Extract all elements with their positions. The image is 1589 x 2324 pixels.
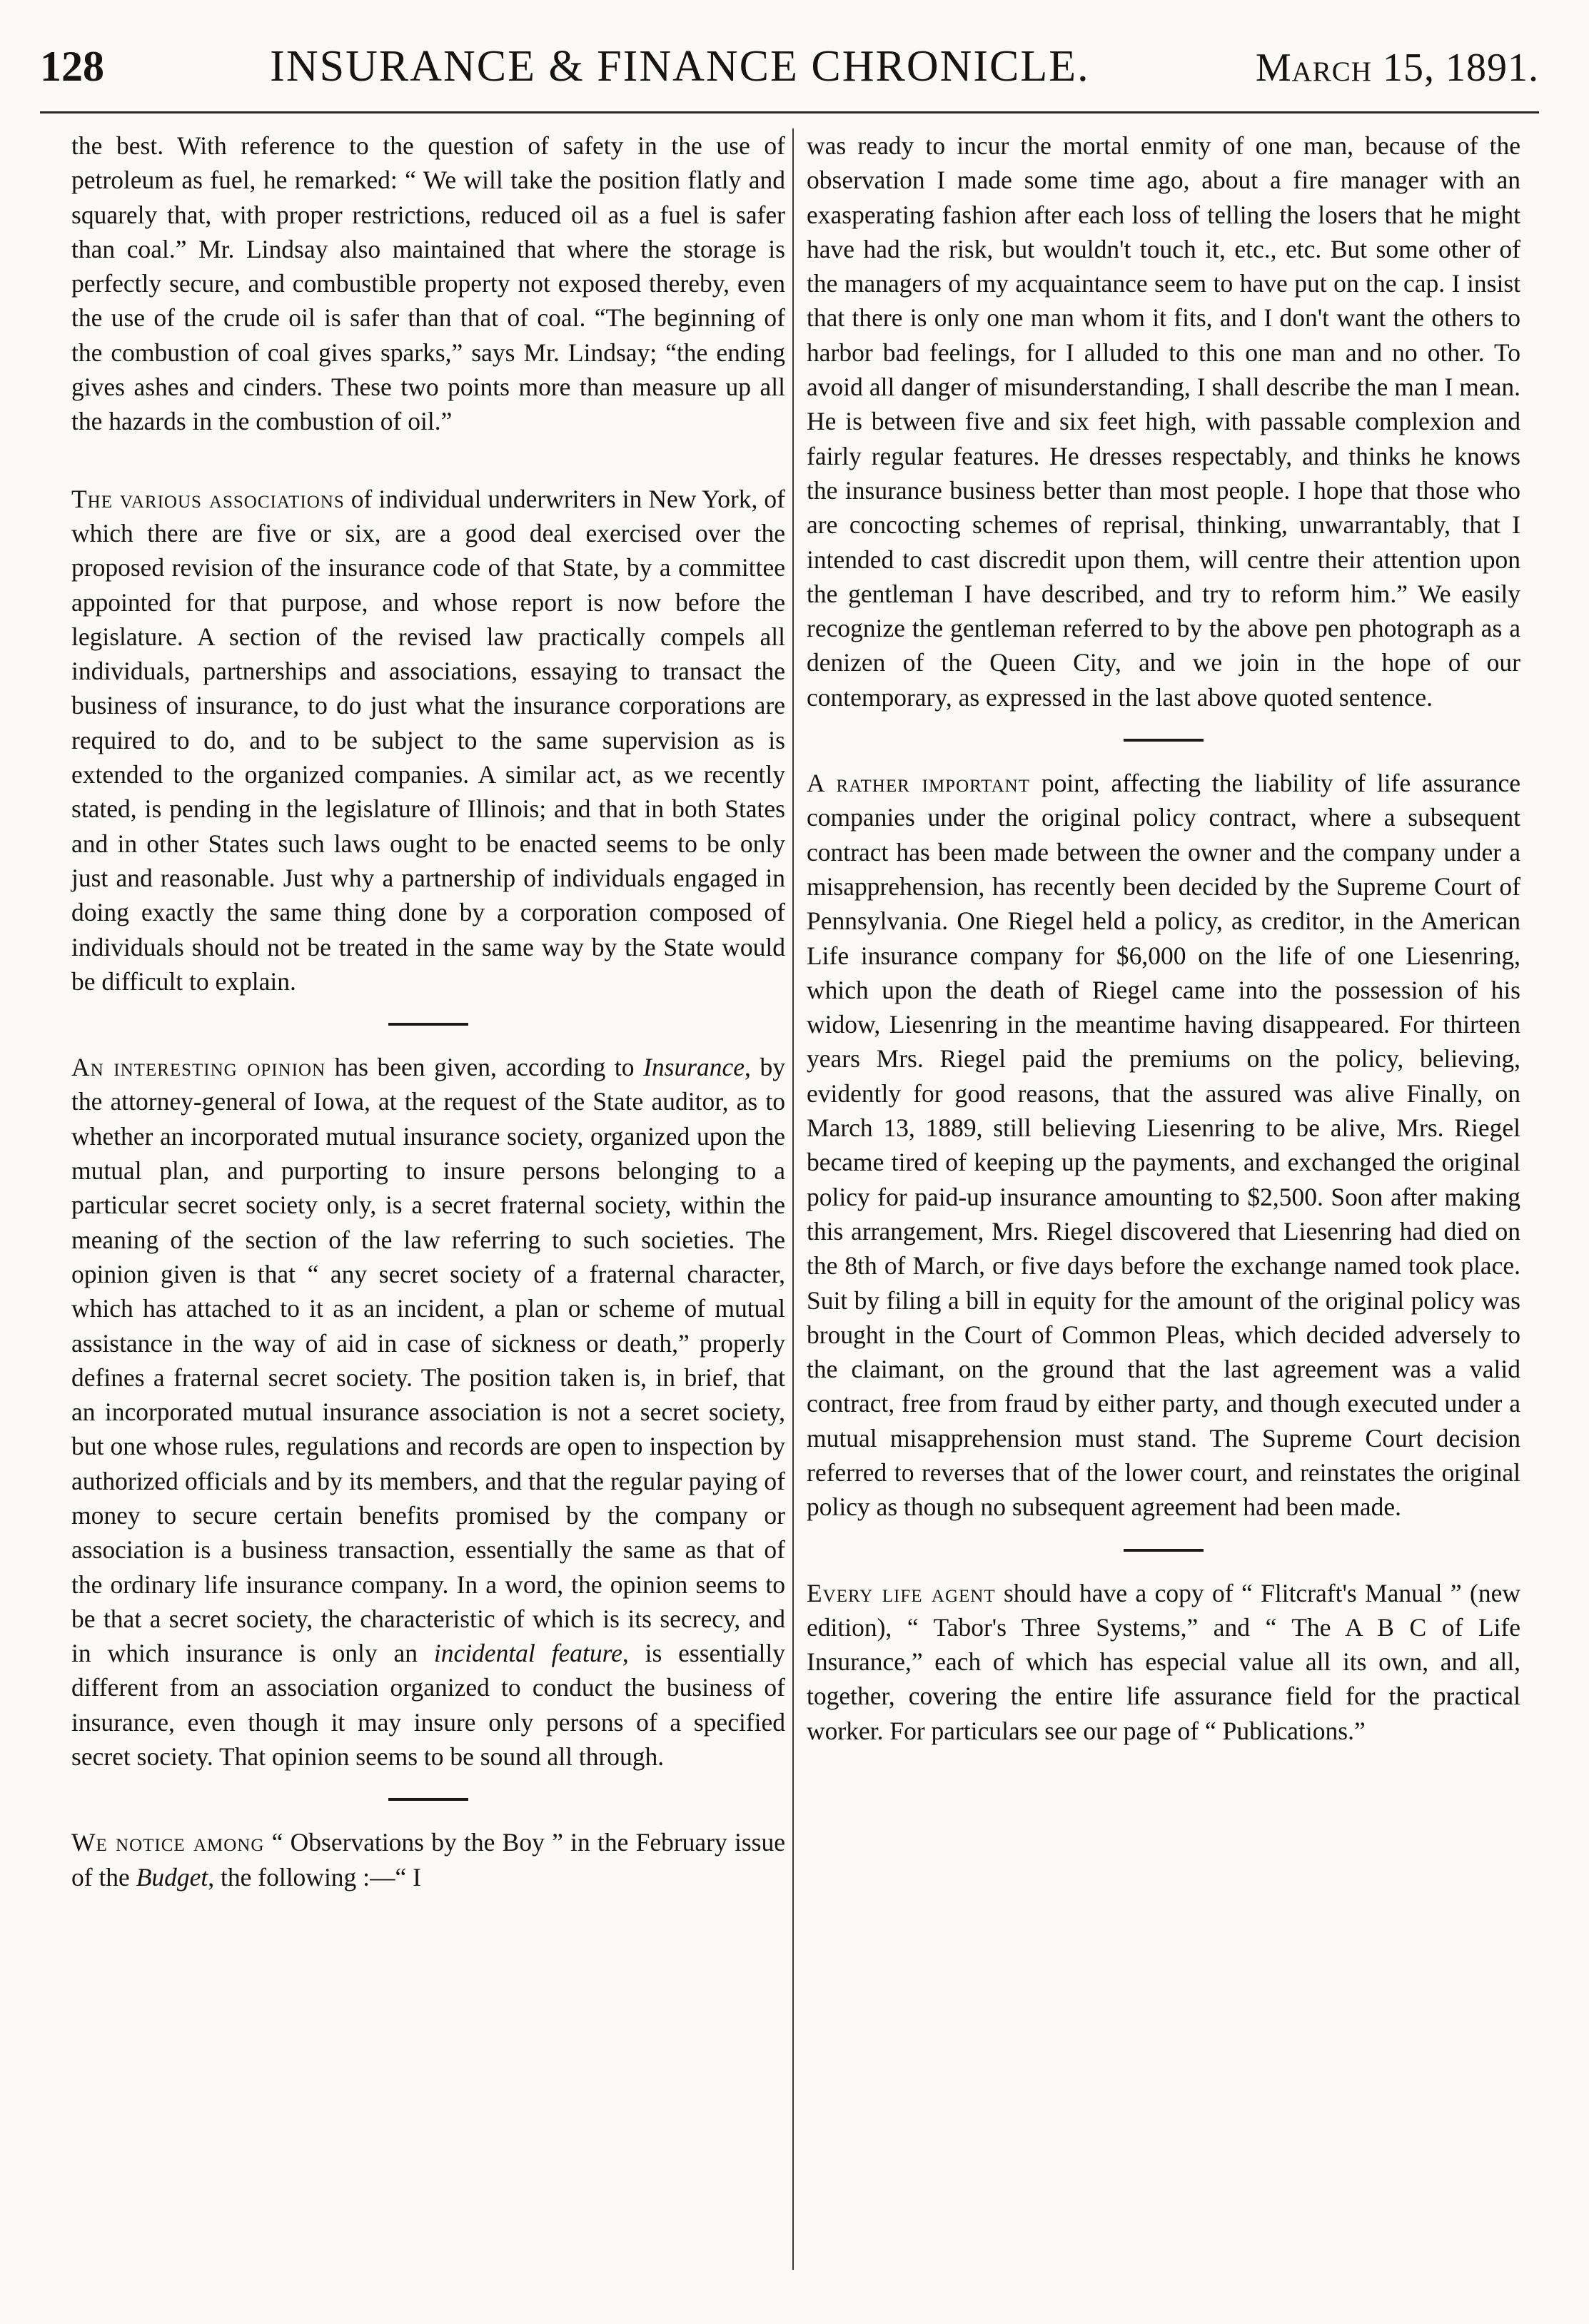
publication-name: Budget <box>136 1862 208 1891</box>
page-number: 128 <box>40 43 104 90</box>
article-body: has been given, according to <box>326 1053 644 1082</box>
article-underwriters-associations <box>71 482 785 999</box>
article-body: , the following :—“ I <box>208 1862 421 1891</box>
article-petroleum-fuel-continued: the best. With reference to the question of safety in the use of petroleum as fuel, he remarked: “ We will take the position flatly and squarely that, with proper restrictions, reduced oil as a fuel is safer than coal.” Mr. Lindsay also maintained that where the storage is perfectly secure, and combustible property not exposed thereby, even the use of the crude oil is safer than that of coal. “The beginning of the combustion of coal gives sparks,” says Mr. Lindsay; “the ending gives ashes and cinders. These two points more than measure up all the hazards in the combustion of oil.” <box>71 131 785 436</box>
header-rule <box>40 111 1539 113</box>
issue-date: March 15, 1891. <box>1255 46 1539 90</box>
article-body: point, affecting the liability of life assurance companies under the original policy contract, where a subsequent contract has been made between the owner and the company under a misapprehension, has recently been decided by the Supreme Court of Pennsylvania. One Riegel held a policy, as creditor, in the American Life insurance company for $6,000 on the life of one Liesenring, which upon the death of Riegel came into the possession of his widow, Liesenring in the meantime having disappeared. For thirteen years Mrs. Riegel paid the premiums on the policy, believing, evidently for good reasons, that the assured was alive Finally, on March 13, 1889, still believing Liesenring to be alive, Mrs. Riegel became tired of keeping up the payments, and exchanged the original policy for paid-up insurance amounting to $2,500. Soon after making this arrangement, Mrs. Riegel discovered that Liesenring had died on the 8th of March, or five days before the exchange named took place. Suit by filing a bill in equity for the amount of the original policy was brought in the Court of Common Pleas, which decided adversely to the claimant, on the ground that the last agreement was a valid contract, free from fraud by either party, and though executed under a mutual misapprehension must stand. The Supreme Court decision referred to reverses that of the lower court, and reinstates the original policy as though no subsequent agreement had been made. <box>807 769 1520 1522</box>
lead-in: The various associations <box>71 484 345 513</box>
column-divider <box>792 128 794 2270</box>
section-divider <box>1124 739 1204 742</box>
article-body: should have a copy of “ Flitcraft's Manual ” (new edition), “ Tabor's Three Systems,” and “ The A B C of Life Insurance,” each of which has especial value all its own, and all, together, covering the entire life assurance field for the practical worker. For particulars see our page of “ Publications.” <box>807 1578 1520 1745</box>
article-observations-by-the-boy <box>71 1825 785 1894</box>
article-life-agent-publications <box>807 1576 1520 1748</box>
article-body: of individual underwriters in New York, of which there are five or six, are a good deal exercised over the proposed revision of the insurance code of that State, by a committee appointed for that purpose, and whose report is now before the legislature. A section of the revised law practically compels all individuals, partnerships and associations, essaying to transact the business of insurance, to do just what the insurance corporations are required to do, and to be subject to the same supervision as is extended to the organized companies. A similar act, as we recently stated, is pending in the legislature of Illinois; and that in both States and in other States such laws ought to be enacted seems to be only just and reasonable. Just why a partnership of individuals engaged in doing exactly the same thing done by a corporation composed of individuals should not be treated in the same way by the State would be difficult to explain. <box>71 484 786 996</box>
lead-in: We notice among <box>71 1828 265 1857</box>
section-divider <box>1124 1549 1204 1552</box>
emphasis: incidental feature <box>433 1639 622 1668</box>
article-observations-continued: was ready to incur the mortal enmity of one man, because of the observation I made some time ago, about a fire manager with an exasperating fashion after each loss of telling the losers that he might have had the risk, but wouldn't touch it, etc., etc. But some other of the managers of my acquaintance seem to have put on the cap. I insist that there is only one man whom it fits, and I don't want the others to harbor bad feelings, for I alluded to this one man and no other. To avoid all danger of misunderstanding, I shall describe the man I mean. He is between five and six feet high, with passable complexion and fairly regular features. He dresses respectably, and thinks he knows the insurance business better than most people. I hope that those who are concocting schemes of reprisal, thinking, unwarrantably, that I intended to cast discredit upon them, will centre their attention upon the gentleman I have described, and try to reform him.” We easily recognize the gentleman referred to by the above pen photograph as a denizen of the Queen City, and we join in the hope of our contemporary, as expressed in the last above quoted sentence. <box>807 131 1520 712</box>
journal-title: INSURANCE & FINANCE CHRONICLE. <box>270 42 1090 91</box>
section-divider <box>388 1023 468 1026</box>
lead-in: Every life agent <box>807 1578 996 1607</box>
section-divider <box>388 1798 468 1801</box>
lead-in: A rather important <box>807 769 1030 798</box>
article-body: “ Observations by the Boy ” in the February issue of the <box>71 1828 785 1891</box>
page-header <box>40 41 1539 101</box>
lead-in: An interesting opinion <box>71 1053 326 1082</box>
article-pennsylvania-decision <box>807 766 1520 1525</box>
left-column <box>71 128 785 1894</box>
right-column <box>807 128 1520 1748</box>
article-body: , is essentially different from an association organized to conduct the business of insurance, even though it may insure only persons of a specified secret society. That opinion seems to be sound all through. <box>71 1639 786 1772</box>
article-body: , by the attorney-general of Iowa, at the request of the State auditor, as to whether an incorporated mutual insurance society, organized upon the mutual plan, and purporting to insure persons belonging to a particular secret society only, is a secret fraternal society, within the meaning of the section of the law referring to such societies. The opinion given is that “ any secret society of a fraternal character, which has attached to it as an incident, a plan or scheme of mutual assistance in the way of aid in case of sickness or death,” properly defines a fraternal secret society. The position taken is, in brief, that an incorporated mutual insurance association is not a secret society, but one whose rules, regulations and records are open to inspection by authorized officials and by its members, and that the regular paying of money to secure certain benefits promised by the company or association is a business transaction, essentially the same as that of the ordinary life insurance company. In a word, the opinion seems to be that a secret society, the characteristic of which is its secrecy, and in which insurance is only an <box>71 1053 785 1668</box>
article-iowa-opinion <box>71 1050 785 1774</box>
publication-name: Insurance <box>643 1053 745 1082</box>
section-gap <box>71 439 785 482</box>
